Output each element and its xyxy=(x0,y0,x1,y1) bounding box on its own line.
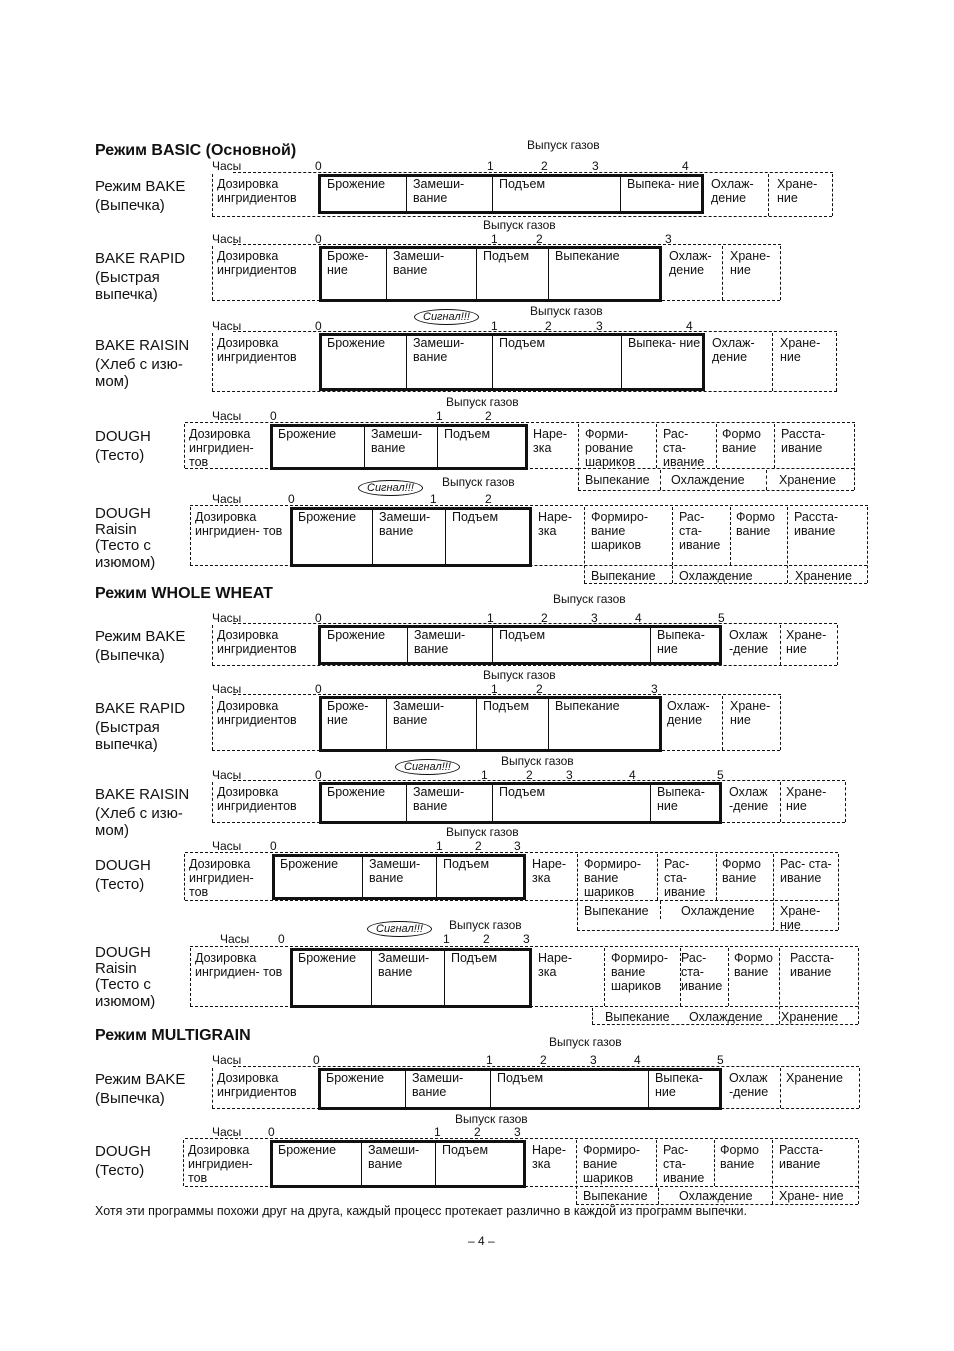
row-name-2: Raisin xyxy=(95,960,137,977)
tick: 3 xyxy=(596,319,603,333)
section-title-multigrain: Режим MULTIGRAIN xyxy=(95,1027,251,1044)
hours-label: Часы xyxy=(212,232,242,246)
cell-bake: Выпека- ние xyxy=(655,1071,703,1099)
cell-rise: Подъем xyxy=(499,785,546,799)
cell-cool: Охлаж -дение xyxy=(729,785,769,813)
hours-label: Часы xyxy=(212,839,242,853)
gas-label: Выпуск газов xyxy=(483,218,556,232)
cell-cool: Охлаж -дение xyxy=(729,1071,769,1099)
gas-label: Выпуск газов xyxy=(446,395,519,409)
cell-ferment: Брожение xyxy=(327,628,386,642)
row-name: DOUGH xyxy=(95,505,151,522)
tick: 1 xyxy=(486,1053,493,1067)
row-name: BAKE RAISIN xyxy=(95,337,190,354)
cell-form-balls: Формиро- вание шариков xyxy=(611,951,669,993)
tick: 0 xyxy=(270,409,277,423)
cell-bake: Выпекание xyxy=(555,249,620,263)
cell-ferment: Броже- ние xyxy=(327,249,369,277)
row-name: BAKE RAPID xyxy=(95,700,186,717)
tick: 1 xyxy=(491,232,498,246)
cell-baking: Выпекание xyxy=(591,569,656,583)
tick: 3 xyxy=(514,839,521,853)
row-name: DOUGH xyxy=(95,944,151,961)
tick: 2 xyxy=(541,611,548,625)
tick: 2 xyxy=(485,492,492,506)
cell-rise: Подъем xyxy=(499,177,546,191)
hours-label: Часы xyxy=(212,682,242,696)
hours-label: Часы xyxy=(212,159,242,173)
row-name: BAKE RAISIN xyxy=(95,786,190,803)
cell-form: Формо вание xyxy=(722,427,761,455)
cell-form-balls: Формиро- вание шариков xyxy=(591,510,649,552)
cell-dosing: Дозировка ингридиентов xyxy=(217,628,297,656)
cell-knead: Замеши- вание xyxy=(369,857,421,885)
cell-baking: Выпекание xyxy=(585,473,650,487)
tick: 1 xyxy=(430,492,437,506)
tick: 5 xyxy=(717,768,724,782)
cell-cool: Охлаж- дение xyxy=(711,177,754,205)
tick: 3 xyxy=(591,611,598,625)
tick: 5 xyxy=(718,611,725,625)
cell-cooling: Охлаждение xyxy=(681,904,755,918)
cell-store: Хранение xyxy=(786,1071,843,1085)
tick: 0 xyxy=(313,1053,320,1067)
cell-rise: Подъем xyxy=(442,1143,489,1157)
section-title-basic: Режим BASIC (Основной) xyxy=(95,142,297,159)
tick: 2 xyxy=(545,319,552,333)
gas-label: Выпуск газов xyxy=(501,754,574,768)
cell-cooling: Охлаждение xyxy=(671,473,745,487)
cell-form: Формо вание xyxy=(736,510,775,538)
row-name: DOUGH xyxy=(95,1143,151,1160)
cell-knead: Замеши- вание xyxy=(413,785,465,813)
hours-label: Часы xyxy=(212,1125,242,1139)
gas-label: Выпуск газов xyxy=(527,138,600,152)
tick: 4 xyxy=(629,768,636,782)
hours-label: Часы xyxy=(220,932,250,946)
tick: 2 xyxy=(475,839,482,853)
cell-store: Хране- ние xyxy=(730,699,771,727)
cell-dosing: Дозировка ингридиен- тов xyxy=(189,857,254,899)
hours-label: Часы xyxy=(212,1053,242,1067)
tick: 4 xyxy=(634,1053,641,1067)
row-name: Режим BAKE xyxy=(95,1071,186,1088)
cell-stretch: Рас- ста- ивание xyxy=(663,1143,705,1185)
tick: 1 xyxy=(436,409,443,423)
tick: 4 xyxy=(635,611,642,625)
gas-label: Выпуск газов xyxy=(553,592,626,606)
cell-proof: Расста- ивание xyxy=(794,510,839,538)
tick: 3 xyxy=(566,768,573,782)
row-subname: (Тесто) xyxy=(95,1162,145,1179)
cell-knead: Замеши- вание xyxy=(393,699,445,727)
tick: 0 xyxy=(315,682,322,696)
cell-rise: Подъем xyxy=(444,427,491,441)
cell-rise: Подъем xyxy=(497,1071,544,1085)
row-subname: (Тесто с изюмом) xyxy=(95,976,156,1010)
cell-bake: Выпека- ние xyxy=(628,336,701,350)
tick: 0 xyxy=(315,768,322,782)
tick: 1 xyxy=(491,319,498,333)
row-subname: (Тесто с изюмом) xyxy=(95,537,156,571)
tick: 2 xyxy=(540,1053,547,1067)
tick: 0 xyxy=(315,319,322,333)
row-subname: (Быстрая выпечка) xyxy=(95,269,160,303)
cell-knead: Замеши- вание xyxy=(393,249,445,277)
row-subname: (Хлеб с изю- мом) xyxy=(95,805,183,839)
cell-knead: Замеши- вание xyxy=(412,1071,464,1099)
cell-store: Хране- ние xyxy=(730,249,771,277)
cell-cooling: Охлаждение xyxy=(679,569,753,583)
cell-knead: Замеши- вание xyxy=(379,510,431,538)
hours-label: Часы xyxy=(212,319,242,333)
cell-proof: Расста- ивание xyxy=(781,427,826,455)
tick: 1 xyxy=(487,611,494,625)
tick: 1 xyxy=(487,159,494,173)
tick: 2 xyxy=(526,768,533,782)
cell-dosing: Дозировка ингридиентов xyxy=(217,336,297,364)
gas-label: Выпуск газов xyxy=(455,1112,528,1126)
row-subname: (Быстрая выпечка) xyxy=(95,719,160,753)
row-name: Режим BAKE xyxy=(95,628,186,645)
cell-storage: Хранение xyxy=(781,1010,838,1024)
cell-ferment: Брожение xyxy=(327,785,386,799)
tick: 0 xyxy=(278,932,285,946)
cell-cut: Наре- зка xyxy=(538,510,573,538)
tick: 0 xyxy=(268,1125,275,1139)
cell-dosing: Дозировка ингридиен- тов xyxy=(195,951,283,979)
cell-ferment: Брожение xyxy=(278,1143,337,1157)
tick: 0 xyxy=(315,232,322,246)
cell-ferment: Брожение xyxy=(280,857,339,871)
cell-baking: Выпекание xyxy=(605,1010,670,1024)
tick: 2 xyxy=(536,682,543,696)
tick: 0 xyxy=(270,839,277,853)
cell-dosing: Дозировка ингридиен- тов xyxy=(195,510,283,538)
cell-ferment: Броже- ние xyxy=(327,699,369,727)
cell-cool: Охлаж- дение xyxy=(669,249,712,277)
gas-label: Выпуск газов xyxy=(483,668,556,682)
cell-ferment: Брожение xyxy=(298,951,357,965)
cell-ferment: Брожение xyxy=(327,177,386,191)
cell-baking: Выпекание xyxy=(584,904,649,918)
section-title-whole-wheat: Режим WHOLE WHEAT xyxy=(95,585,273,602)
gas-label: Выпуск газов xyxy=(530,304,603,318)
cell-knead: Замеши- вание xyxy=(413,336,465,364)
cell-form: Формо вание xyxy=(720,1143,759,1171)
tick: 3 xyxy=(514,1125,521,1139)
tick: 0 xyxy=(315,159,322,173)
cell-dosing: Дозировка ингридиен- тов xyxy=(189,427,254,469)
cell-proof: Расста- ивание xyxy=(790,951,835,979)
cell-form-balls: Форми- рование шариков xyxy=(585,427,636,469)
cell-stretch: Рас- ста- ивание xyxy=(664,857,706,899)
cell-cut: Наре- зка xyxy=(532,1143,567,1171)
tick: 1 xyxy=(436,839,443,853)
cell-knead: Замеши- вание xyxy=(368,1143,420,1171)
cell-bake: Выпекание xyxy=(555,699,620,713)
cell-rise: Подъем xyxy=(483,249,530,263)
row-name: BAKE RAPID xyxy=(95,250,186,267)
cell-store: Хране- ние xyxy=(786,628,827,656)
cell-storage: Хранение xyxy=(795,569,852,583)
tick: 3 xyxy=(592,159,599,173)
tick: 1 xyxy=(491,682,498,696)
cell-stretch: Рас- ста- ивание xyxy=(681,951,723,993)
tick: 2 xyxy=(541,159,548,173)
tick: 4 xyxy=(682,159,689,173)
cell-cut: Наре- зка xyxy=(533,427,568,455)
tick: 5 xyxy=(717,1053,724,1067)
cell-ferment: Брожение xyxy=(327,336,386,350)
cell-form: Формо вание xyxy=(734,951,773,979)
hours-label: Часы xyxy=(212,409,242,423)
hours-label: Часы xyxy=(212,768,242,782)
tick: 2 xyxy=(485,409,492,423)
cell-stretch: Рас- ста- ивание xyxy=(663,427,705,469)
cell-ferment: Брожение xyxy=(298,510,357,524)
cell-dosing: Дозировка ингридиентов xyxy=(217,699,297,727)
cell-dosing: Дозировка ингридиен- тов xyxy=(188,1143,253,1185)
cell-cut: Наре- зка xyxy=(538,951,573,979)
signal-label: Сигнал!!! xyxy=(414,309,479,325)
tick: 2 xyxy=(474,1125,481,1139)
cell-storage: Хране- ние xyxy=(780,904,821,932)
tick: 3 xyxy=(523,932,530,946)
cell-knead: Замеши- вание xyxy=(414,628,466,656)
row-name: Режим BAKE xyxy=(95,178,186,195)
row-subname: (Тесто) xyxy=(95,447,145,464)
tick: 3 xyxy=(665,232,672,246)
gas-label: Выпуск газов xyxy=(449,918,522,932)
tick: 3 xyxy=(651,682,658,696)
signal-label: Сигнал!!! xyxy=(367,921,432,937)
cell-rise: Подъем xyxy=(451,951,498,965)
row-subname: (Выпечка) xyxy=(95,197,165,214)
gas-label: Выпуск газов xyxy=(549,1035,622,1049)
cell-cool: Охлаж -дение xyxy=(729,628,769,656)
cell-bake: Выпека- ние xyxy=(657,628,705,656)
tick: 1 xyxy=(481,768,488,782)
row-name-2: Raisin xyxy=(95,521,137,538)
cell-bake: Выпека- ние xyxy=(657,785,705,813)
cell-form: Формо вание xyxy=(722,857,761,885)
cell-ferment: Брожение xyxy=(278,427,337,441)
row-subname: (Выпечка) xyxy=(95,1090,165,1107)
cell-cooling: Охлаждение xyxy=(689,1010,763,1024)
cell-form-balls: Формиро- вание шариков xyxy=(584,857,642,899)
cell-cut: Наре- зка xyxy=(532,857,567,885)
cell-store: Хране- ние xyxy=(777,177,818,205)
footer-note: Хотя эти программы похожи друг на друга, каждый процесс протекает различно в каждой из программ выпечки. xyxy=(95,1204,747,1218)
row-subname: (Хлеб с изю- мом) xyxy=(95,356,183,390)
cell-form-balls: Формиро- вание шариков xyxy=(583,1143,641,1185)
cell-cooling: Охлаждение xyxy=(679,1189,753,1203)
row-subname: (Тесто) xyxy=(95,876,145,893)
cell-dosing: Дозировка ингридиентов xyxy=(217,785,297,813)
cell-dosing: Дозировка ингридиентов xyxy=(217,249,297,277)
cell-proof: Рас- ста- ивание xyxy=(780,857,832,885)
tick: 1 xyxy=(443,932,450,946)
cell-knead: Замеши- вание xyxy=(413,177,465,205)
cell-store: Хране- ние xyxy=(780,336,821,364)
gas-label: Выпуск газов xyxy=(442,475,515,489)
row-name: DOUGH xyxy=(95,428,151,445)
cell-cool: Охлаж- дение xyxy=(712,336,755,364)
cell-dosing: Дозировка ингридиентов xyxy=(217,177,297,205)
tick: 1 xyxy=(434,1125,441,1139)
page-number: – 4 – xyxy=(468,1234,495,1248)
tick: 0 xyxy=(315,611,322,625)
signal-label: Сигнал!!! xyxy=(358,480,423,496)
cell-cool: Охлаж- дение xyxy=(667,699,710,727)
cell-storage: Хранение xyxy=(779,473,836,487)
hours-label: Часы xyxy=(212,611,242,625)
cell-dosing: Дозировка ингридиентов xyxy=(217,1071,297,1099)
cell-storage: Хране- ние xyxy=(779,1189,844,1203)
cell-rise: Подъем xyxy=(452,510,499,524)
tick: 4 xyxy=(686,319,693,333)
cell-rise: Подъем xyxy=(443,857,490,871)
cell-stretch: Рас- ста- ивание xyxy=(679,510,721,552)
row-subname: (Выпечка) xyxy=(95,647,165,664)
cell-ferment: Брожение xyxy=(326,1071,385,1085)
gas-label: Выпуск газов xyxy=(446,825,519,839)
cell-rise: Подъем xyxy=(499,336,546,350)
cell-rise: Подъем xyxy=(483,699,530,713)
cell-knead: Замеши- вание xyxy=(378,951,430,979)
cell-bake: Выпека- ние xyxy=(627,177,700,191)
tick: 0 xyxy=(288,492,295,506)
tick: 3 xyxy=(590,1053,597,1067)
signal-label: Сигнал!!! xyxy=(395,759,460,775)
hours-label: Часы xyxy=(212,492,242,506)
cell-rise: Подъем xyxy=(499,628,546,642)
cell-baking: Выпекание xyxy=(583,1189,648,1203)
row-name: DOUGH xyxy=(95,857,151,874)
cell-proof: Расста- ивание xyxy=(779,1143,824,1171)
tick: 2 xyxy=(536,232,543,246)
cell-store: Хране- ние xyxy=(786,785,827,813)
tick: 2 xyxy=(483,932,490,946)
cell-knead: Замеши- вание xyxy=(371,427,423,455)
